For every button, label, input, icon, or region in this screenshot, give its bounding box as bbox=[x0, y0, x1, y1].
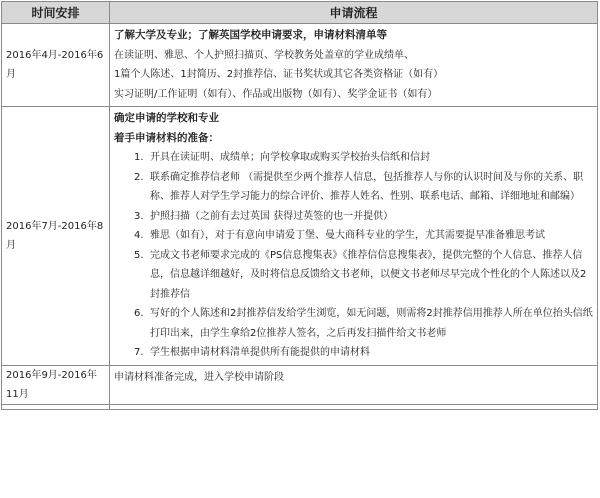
time-cell: 2016年4月-2016年6月 bbox=[2, 24, 110, 107]
table-row bbox=[2, 365, 598, 404]
process-title: 了解大学及专业；了解英国学校申请要求，申请材料清单等 bbox=[114, 29, 387, 41]
step-item bbox=[114, 246, 593, 305]
application-timeline-table bbox=[1, 1, 598, 410]
step-item bbox=[114, 304, 593, 343]
step-text: 写好的个人陈述和2封推荐信发给学生浏览，如无问题，则需将2封推荐信用推荐人所在单位抬头信纸打印出来，由学生拿给2位推荐人签名，之后再发扫描件给文书老师 bbox=[150, 308, 593, 339]
step-number: 1. bbox=[134, 152, 144, 163]
process-line: 在读证明、雅思、个人护照扫描页、学校教务处盖章的学业成绩单、 bbox=[114, 49, 414, 61]
process-title: 确定申请的学校和专业 bbox=[114, 112, 219, 124]
step-number: 2. bbox=[134, 171, 144, 183]
step-number: 4. bbox=[134, 230, 144, 241]
step-number: 6. bbox=[134, 308, 144, 319]
header-process: 申请流程 bbox=[110, 2, 598, 24]
process-subtitle: 着手申请材料的准备： bbox=[114, 131, 219, 144]
step-number: 5. bbox=[134, 249, 144, 261]
table-row bbox=[2, 24, 598, 107]
step-text: 完成文书老师要求完成的《PS信息搜集表》《推荐信信息搜集表》，提供完整的个人信息、推荐人信息，信息越详细越好，及时将信息反馈给文书老师，以便文书老师尽早完成个性化的个人陈述以及2封推荐信 bbox=[150, 249, 587, 300]
step-item bbox=[114, 343, 593, 363]
header-time: 时间安排 bbox=[2, 2, 110, 24]
process-line: 实习证明/工作证明（如有）、作品或出版物（如有）、奖学金证书（如有） bbox=[114, 88, 438, 100]
header-row bbox=[2, 2, 598, 24]
step-number: 7. bbox=[134, 347, 144, 358]
step-item bbox=[114, 226, 593, 246]
step-text: 开具在读证明、成绩单；向学校拿取或购买学校抬头信纸和信封 bbox=[150, 152, 430, 163]
table-row-empty bbox=[2, 404, 598, 409]
process-line: 1篇个人陈述、1封简历、2封推荐信、证书奖状或其它各类资格证（如有） bbox=[114, 69, 444, 80]
empty-cell bbox=[110, 404, 598, 409]
step-text: 雅思（如有），对于有意向申请爱丁堡、曼大商科专业的学生，尤其需要提早准备雅思考试 bbox=[150, 230, 545, 241]
process-cell bbox=[110, 24, 598, 107]
step-text: 护照扫描（之前有去过英国 获得过英签的也一并提供） bbox=[150, 210, 394, 222]
table-row bbox=[2, 107, 598, 366]
process-cell bbox=[110, 107, 598, 366]
process-cell: 申请材料准备完成，进入学校申请阶段 bbox=[110, 365, 598, 404]
time-cell: 2016年9月-2016年11月 bbox=[2, 365, 110, 404]
step-number: 3. bbox=[134, 210, 144, 222]
step-text: 学生根据申请材料清单提供所有能提供的申请材料 bbox=[150, 347, 370, 358]
time-cell: 2016年7月-2016年8月 bbox=[2, 107, 110, 366]
step-text: 联系确定推荐信老师 （需提供至少两个推荐人信息，包括推荐人与你的认识时间及与你的关系、职称、推荐人对学生学习能力的综合评价、推荐人姓名、性别、联系电话、邮箱、详细地址和邮编） bbox=[150, 171, 584, 202]
step-item bbox=[114, 148, 593, 168]
step-item bbox=[114, 207, 593, 227]
empty-cell bbox=[2, 404, 110, 409]
step-item bbox=[114, 168, 593, 207]
